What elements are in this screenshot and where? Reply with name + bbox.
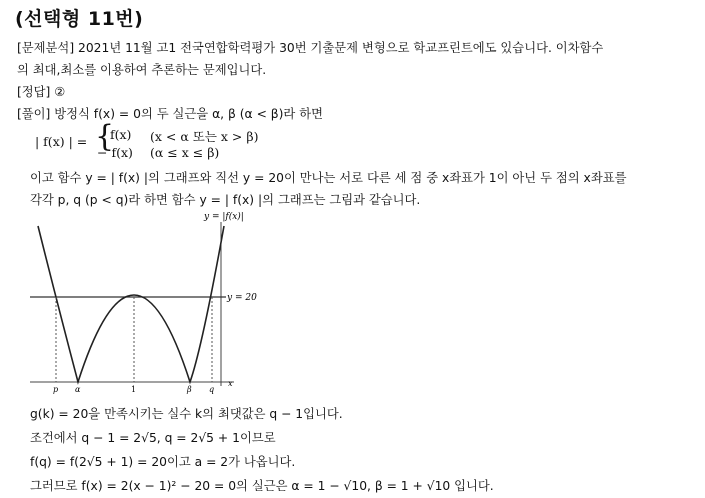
y-axis-label: y = |f(x)| [204, 212, 244, 222]
line-label-y20: y = 20 [227, 293, 257, 303]
tick-label-p: p [53, 385, 59, 394]
answer-value: ② [54, 85, 66, 99]
para-1-line-1: 이고 함수 y = | f(x) |의 그래프와 직선 y = 20이 만나는 서로 다른 세 점 중 x좌표가 1이 아닌 두 점의 x좌표를 [30, 171, 627, 185]
answer-row [17, 82, 65, 100]
tick-label-q: q [209, 385, 215, 394]
abs-f-lhs: | f(x) | = [35, 134, 88, 149]
analysis-line-1: [문제분석] 2021년 11월 고1 전국연합학력평가 30번 기출문제 변형으로 학교프린트에도 있습니다. 이차함수 [17, 41, 604, 55]
case-1-expr: f(x) [110, 127, 132, 142]
case-2-cond: (α ≤ x ≤ β) [150, 145, 220, 160]
tick-label-1: 1 [131, 385, 137, 394]
tick-label-alpha: α [75, 385, 81, 394]
piecewise-brace: { [95, 119, 115, 154]
case-2-expr: − f(x) [97, 145, 133, 160]
problem-title: (선택형 11번) [15, 8, 144, 30]
answer-label: [정답] [17, 85, 51, 99]
line-g-k: g(k) = 20을 만족시키는 실수 k의 최댓값은 q − 1입니다. [30, 407, 343, 421]
line-final: 그러므로 f(x) = 2(x − 1)² − 20 = 0의 실근은 α = 1 − √10, β = 1 + √10 입니다. [30, 479, 494, 493]
solution-intro: [풀이] 방정식 f(x) = 0의 두 실근을 α, β (α < β)라 하면 [17, 107, 323, 121]
case-1-cond: (x < α 또는 x > β) [150, 129, 259, 144]
tick-label-beta: β [187, 385, 192, 394]
abs-f-graph [28, 208, 257, 400]
line-condition: 조건에서 q − 1 = 2√5, q = 2√5 + 1이므로 [30, 431, 276, 445]
analysis-line-2: 의 최대,최소를 이용하여 추론하는 문제입니다. [17, 63, 267, 77]
x-axis-label: x [228, 379, 233, 388]
line-f-q: f(q) = f(2√5 + 1) = 20이고 a = 2가 나옵니다. [30, 455, 296, 469]
abs-f-curve [38, 226, 224, 382]
para-1-line-2: 각각 p, q (p < q)라 하면 함수 y = | f(x) |의 그래프는 그림과 같습니다. [30, 193, 421, 207]
